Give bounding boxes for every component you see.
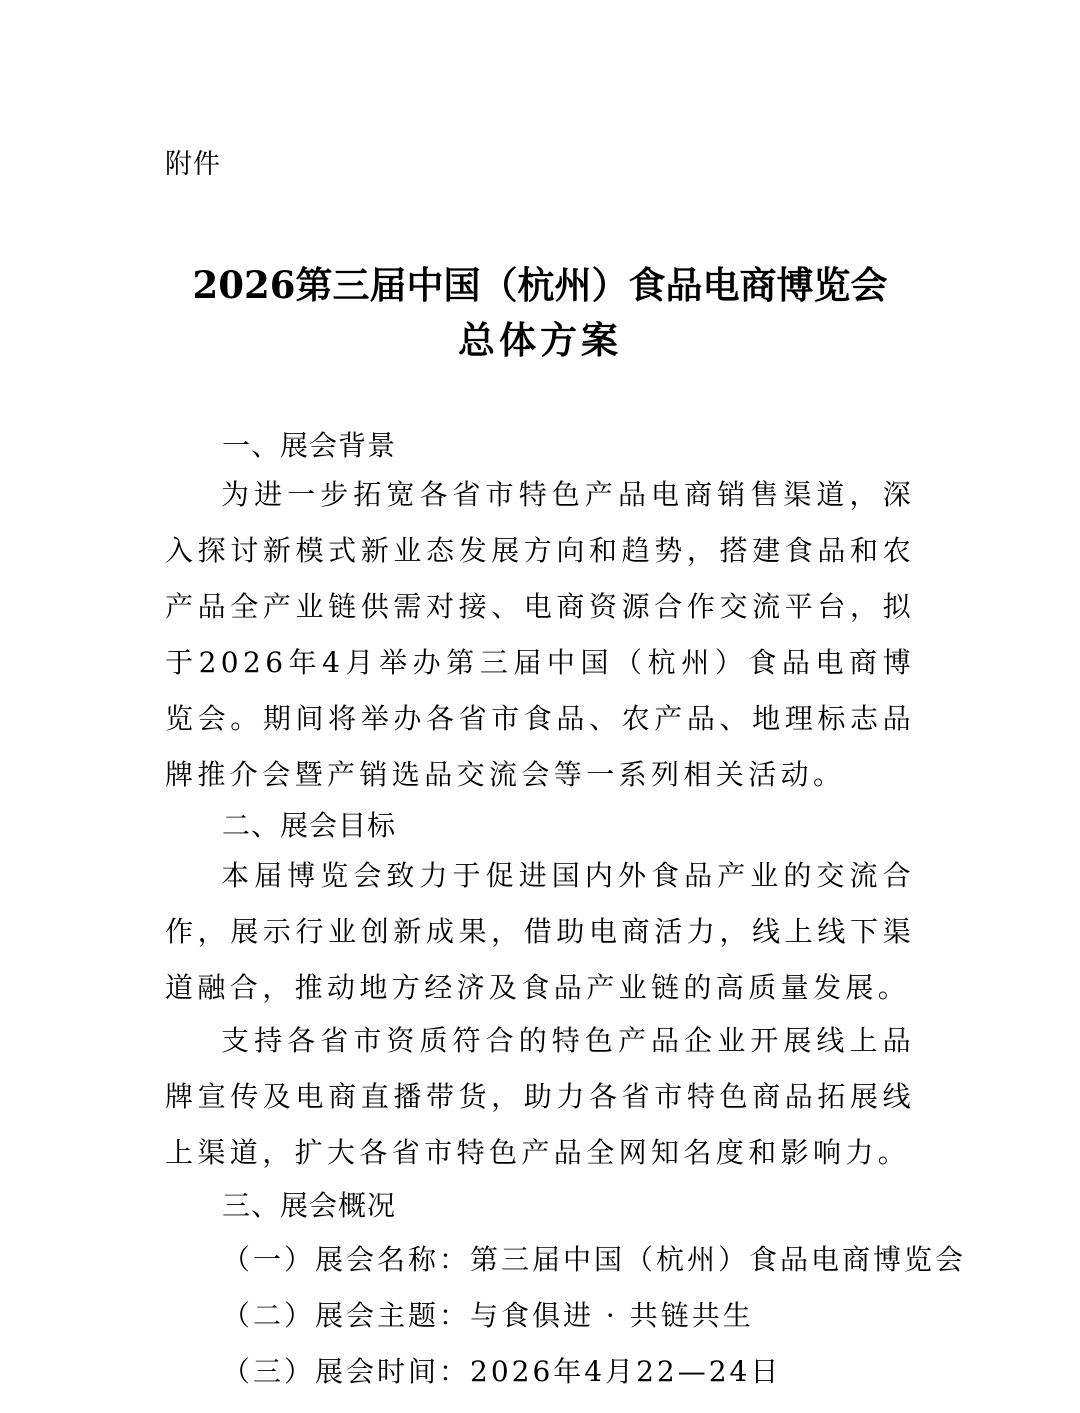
document-title-line1: 2026第三届中国（杭州）食品电商博览会 <box>192 263 888 307</box>
overview-item-theme: （二）展会主题：与食俱进 · 共链共生 <box>222 1299 754 1332</box>
section-heading-background: 一、展会背景 <box>222 429 397 462</box>
overview-item-name: （一）展会名称：第三届中国（杭州）食品电商博览会 <box>222 1243 967 1276</box>
section-heading-overview: 三、展会概况 <box>222 1189 397 1222</box>
section-heading-goals: 二、展会目标 <box>222 809 397 842</box>
attachment-label: 附件 <box>165 149 221 180</box>
paragraph-goals-2: 支持各省市资质符合的特色产品企业开展线上品牌宣传及电商直播带货，助力各省市特色商品拓展线上渠道，扩大各省市特色产品全网知名度和影响力。 <box>165 1024 915 1169</box>
paragraph-background: 为进一步拓宽各省市特色产品电商销售渠道，深入探讨新模式新业态发展方向和趋势，搭建食品和农产品全产业链供需对接、电商资源合作交流平台，拟于2026年4月举办第三届中国（杭州）食品电商博览会。期间将举办各省市食品、农产品、地理标志品牌推介会暨产销选品交流会等一系列相关活动。 <box>165 478 915 791</box>
paragraph-goals-1: 本届博览会致力于促进国内外食品产业的交流合作，展示行业创新成果，借助电商活力，线上线下渠道融合，推动地方经济及食品产业链的高质量发展。 <box>165 859 915 1004</box>
overview-item-time: （三）展会时间：2026年4月22—24日 <box>222 1355 782 1388</box>
document-title-line2: 总体方案 <box>458 318 622 362</box>
